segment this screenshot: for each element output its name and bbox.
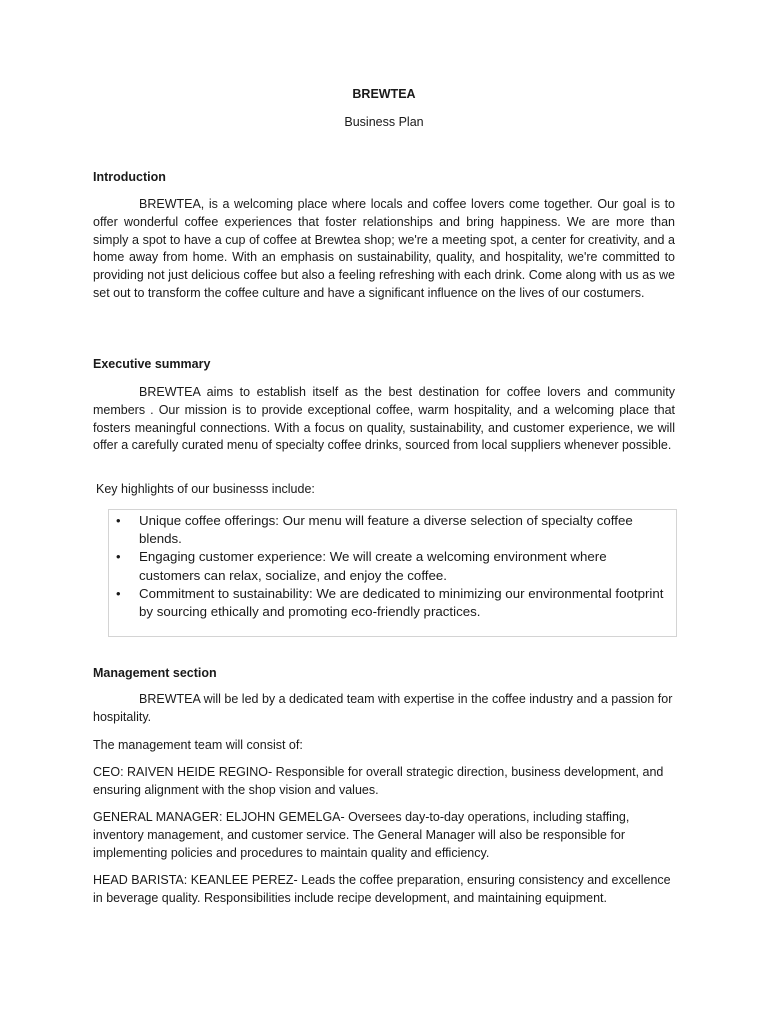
role-general-manager: GENERAL MANAGER: ELJOHN GEMELGA- Oversees day-to-day operations, including staffing, inventory management, and customer service. The General Manager will also be responsible for implementing policies and procedures to maintain quality and efficiency. [93,810,630,860]
highlight-item [109,512,676,548]
highlight-item [109,585,676,621]
management-heading: Management section [93,666,217,680]
management-intro-paragraph: BREWTEA will be led by a dedicated team with expertise in the coffee industry and a passion for hospitality. [93,692,673,724]
role-ceo: CEO: RAIVEN HEIDE REGINO- Responsible for overall strategic direction, business development, and ensuring alignment with the shop vision and values. [93,765,664,797]
executive-summary-paragraph: BREWTEA aims to establish itself as the best destination for coffee lovers and community members . Our mission is to provide exceptional coffee, warm hospitality, and a welcoming place that fosters meaningful connections. With a focus on quality, sustainability, and customer experience, we will offer a carefully curated menu of specialty coffee drinks, sourced from local suppliers whenever possible. [93,385,675,453]
introduction-paragraph: BREWTEA, is a welcoming place where locals and coffee lovers come together. Our goal is to offer wonderful coffee experiences that foster relationships and bring happiness. We are more than simply a spot to have a cup of coffee at Brewtea shop; we're a meeting spot, a center for creativity, and a home away from home. With an emphasis on sustainability, quality, and hospitality, we're committed to providing not just delicious coffee but also a feeling refreshing with each drink. Come along with us as we set out to transform the coffee culture and have a significant influence on the lives of our costumers. [93,197,675,300]
bullet-icon: • [116,549,121,565]
document-subtitle: Business Plan [344,115,424,129]
introduction-heading: Introduction [93,170,166,184]
management-team-intro: The management team will consist of: [93,738,303,752]
bullet-icon: • [116,585,121,601]
bullet-icon: • [116,513,121,528]
highlights-list [109,512,676,621]
highlights-box [108,509,677,637]
highlight-text: Unique coffee offerings: Our menu will feature a diverse selection of specialty coffee blends. [139,513,633,547]
executive-summary-heading: Executive summary [93,357,211,371]
highlight-item [109,548,676,584]
highlight-text: Engaging customer experience: We will create a welcoming environment where customers can relax, socialize, and enjoy the coffee. [139,549,607,583]
role-head-barista: HEAD BARISTA: KEANLEE PEREZ- Leads the coffee preparation, ensuring consistency and excellence in beverage quality. Responsibilities include recipe development, and maintaining equipment. [93,873,671,905]
document-title: BREWTEA [352,87,416,101]
highlight-text: Commitment to sustainability: We are dedicated to minimizing our environmental footprint by sourcing ethically and promoting eco-friendly practices. [139,585,664,620]
highlights-intro: Key highlights of our businesss include: [96,482,315,496]
